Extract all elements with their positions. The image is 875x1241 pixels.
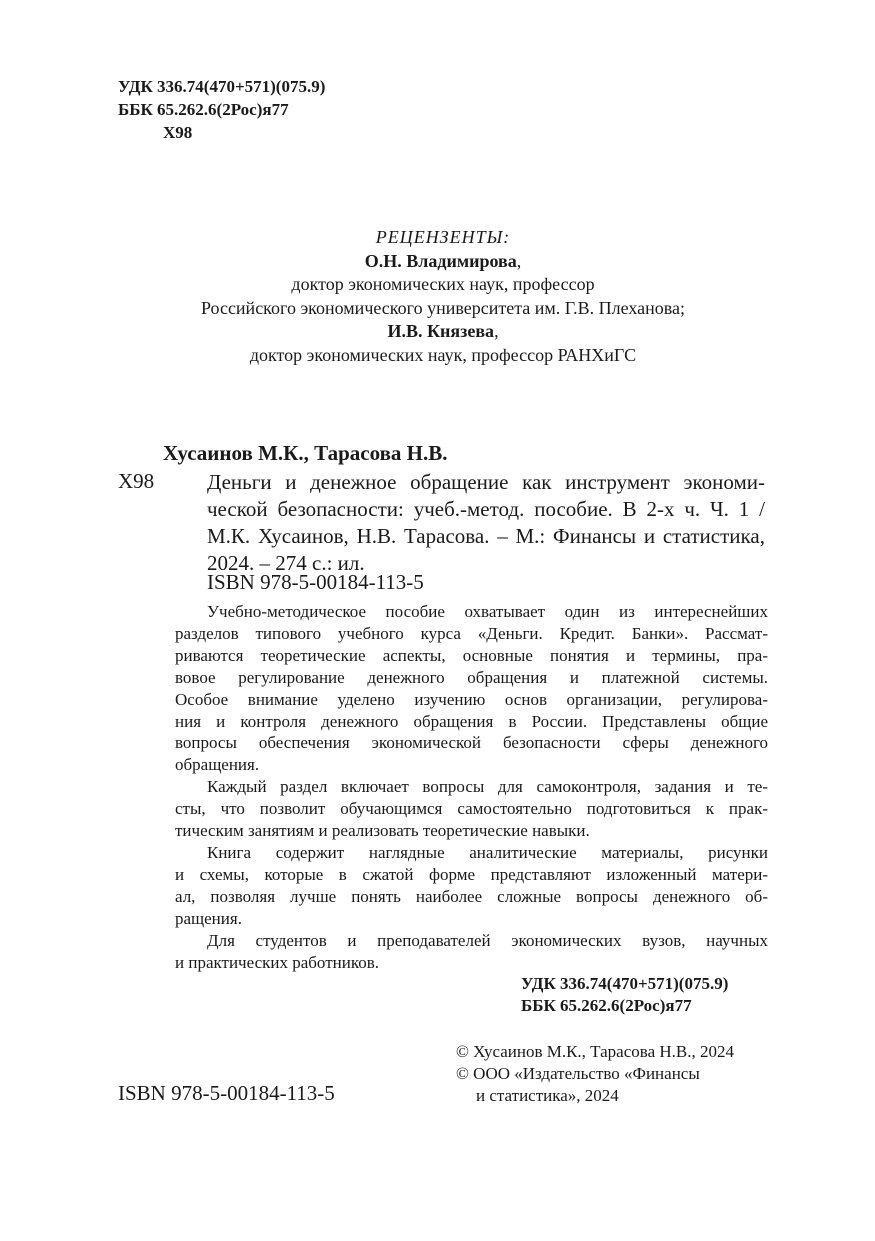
- annotation-paragraph: [175, 776, 768, 842]
- annotation-line: сты, что позволит обучающимся самостоятельно подготовиться к прак-: [175, 799, 768, 819]
- annotation-line: и практических работников.: [175, 952, 379, 972]
- annotation-line: риваются теоретические аспекты, основные понятия и термины, пра-: [175, 645, 768, 665]
- annotation-line: Для студентов и преподавателей экономических вузов, научных: [207, 930, 768, 950]
- author-mark: Х98: [163, 123, 193, 142]
- bibliography-line: 2024. – 274 с.: ил.: [207, 551, 365, 575]
- reviewer-1-degree: доктор экономических наук, профессор: [291, 274, 595, 294]
- annotation-line: ращения.: [175, 908, 242, 928]
- bibliography-line: Деньги и денежное обращение как инструмент экономи-: [207, 470, 765, 494]
- annotation-line: Каждый раздел включает вопросы для самоконтроля, задания и те-: [207, 777, 768, 797]
- annotation-paragraph: [175, 842, 768, 930]
- classification-header: [118, 75, 325, 144]
- copyright-authors: © Хусаинов М.К., Тарасова Н.В., 2024: [456, 1042, 734, 1061]
- isbn-footer: ISBN 978-5-00184-113-5: [118, 1081, 335, 1105]
- annotation-line: Особое внимание уделено изучению основ организации, регулирова-: [175, 689, 768, 709]
- reviewer-2-name-text: И.В. Князева: [387, 321, 495, 341]
- annotation-line: разделов типового учебного курса «Деньги. Кредит. Банки». Рассмат-: [175, 623, 768, 643]
- annotation-paragraph: [175, 601, 768, 776]
- author-mark-code: Х98: [118, 469, 155, 493]
- reviewers-title: РЕЦЕНЗЕНТЫ:: [375, 227, 511, 247]
- annotation-line: ал, позволяя лучше понять наиболее сложные вопросы денежного об-: [175, 886, 768, 906]
- bbk-code: ББК 65.262.6(2Рос)я77: [118, 100, 289, 119]
- annotation-line: Учебно-методическое пособие охватывает один из интереснейших: [207, 602, 768, 621]
- udk-code: УДК 336.74(470+571)(075.9): [118, 77, 326, 96]
- copyright-publisher-cont: и статистика», 2024: [476, 1086, 619, 1105]
- reviewer-1-affiliation: Российского экономического университета им. Г.В. Плеханова;: [200, 297, 686, 318]
- bibliography-line: М.К. Хусаинов, Н.В. Тарасова. – М.: Финансы и статистика,: [207, 524, 765, 548]
- reviewer-1-name-text: О.Н. Владимирова: [364, 250, 517, 271]
- reviewer-1-name: О.Н. Владимирова,: [364, 250, 522, 271]
- reviewers-block: [100, 226, 786, 367]
- annotation-line: тическим занятиям и реализовать теоретические навыки.: [175, 821, 590, 841]
- annotation-line: вопросы обеспечения экономической безопасности сферы денежного: [175, 733, 768, 753]
- annotation: [175, 601, 768, 973]
- book-authors: Хусаинов М.К., Тарасова Н.В.: [163, 441, 448, 465]
- annotation-line: вовое регулирование денежного обращения и платежной системы.: [175, 667, 768, 687]
- footer-udk: УДК 336.74(470+571)(075.9): [521, 974, 729, 993]
- annotation-line: обращения.: [175, 755, 260, 775]
- copyright-publisher: © ООО «Издательство «Финансы: [456, 1064, 700, 1083]
- annotation-line: ния и контроля денежного обращения в России. Представлены общие: [175, 711, 768, 731]
- copyright-block: [456, 1041, 734, 1107]
- annotation-line: и схемы, которые в сжатой форме представляют изложенный матери-: [175, 864, 768, 884]
- footer-classification: [521, 973, 728, 1017]
- footer-bbk: ББК 65.262.6(2Рос)я77: [521, 996, 692, 1015]
- annotation-paragraph: [175, 930, 768, 974]
- isbn-description: ISBN 978-5-00184-113-5: [207, 570, 424, 594]
- reviewer-2-name: И.В. Князева,: [387, 321, 499, 341]
- reviewer-2-degree: доктор экономических наук, профессор РАНХиГС: [249, 344, 637, 365]
- bibliographic-description: [207, 469, 765, 577]
- annotation-line: Книга содержит наглядные аналитические материалы, рисунки: [207, 842, 768, 862]
- bibliography-line: ческой безопасности: учеб.-метод. пособие. В 2-х ч. Ч. 1 /: [207, 497, 765, 521]
